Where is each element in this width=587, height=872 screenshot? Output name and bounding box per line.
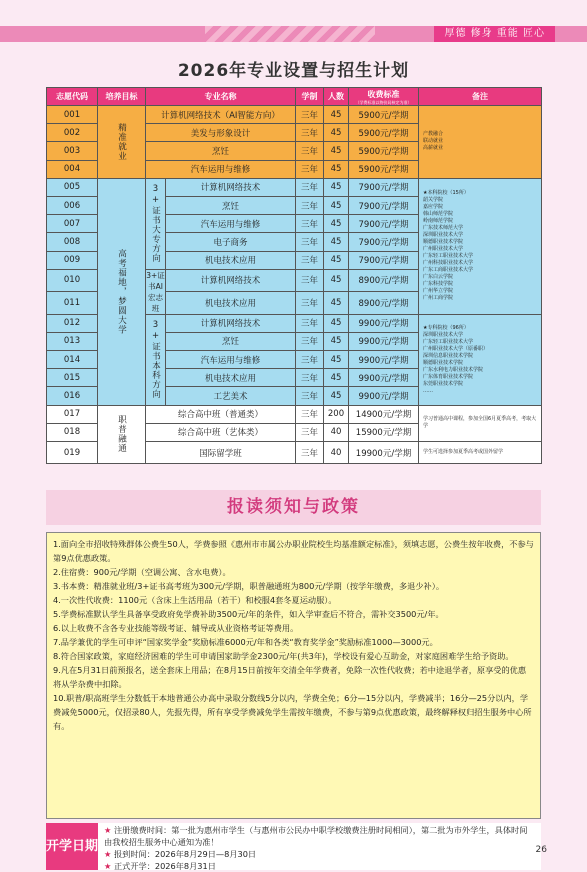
sub-direction-ai: 3+证书AI宏志班 (146, 270, 165, 313)
header-goal: 培养目标 (98, 88, 146, 106)
row-fee: 8900元/学期 (349, 292, 419, 315)
header-note: 备注 (419, 88, 542, 106)
policy-item: 6.以上收费不含各专业技能等级考证、辅导或从业资格考证等费用。 (53, 623, 299, 633)
row-fee: 9900元/学期 (349, 369, 419, 387)
row-fee: 9900元/学期 (349, 387, 419, 405)
star-icon: ★ (104, 825, 114, 835)
row-major: 电子商务 (166, 233, 296, 251)
row-count: 40 (324, 442, 349, 464)
row-fee: 9900元/学期 (349, 332, 419, 350)
school-dates (46, 823, 541, 870)
row-fee: 5900元/学期 (349, 160, 419, 178)
goal-college: 高考福地，梦圆大学 (98, 178, 146, 405)
row-count: 45 (324, 387, 349, 405)
row-major: 综合高中班（普通类） (146, 405, 296, 423)
row-years: 三年 (296, 142, 324, 160)
row-count: 45 (324, 160, 349, 178)
row-major: 工艺美术 (166, 387, 296, 405)
row-years: 三年 (296, 160, 324, 178)
row-code: 011 (47, 292, 98, 315)
banner-stripe (205, 26, 375, 42)
row-count: 45 (324, 314, 349, 332)
row-years: 三年 (296, 251, 324, 269)
row-years: 三年 (296, 369, 324, 387)
policy-item: 1.面向全市招收特殊群体公费生50人，学费参照《惠州市市属公办职业院校生均基准额定标准》，须填志愿，公费生按年收费，不参与第9点优惠政策。 (53, 539, 534, 563)
row-years: 三年 (296, 106, 324, 124)
table-row (47, 178, 542, 196)
row-fee: 15900元/学期 (349, 423, 419, 441)
row-code: 015 (47, 369, 98, 387)
row-major: 烹饪 (166, 332, 296, 350)
star-icon: ★ (104, 861, 114, 871)
row-count: 200 (324, 405, 349, 423)
policy-item: 4.一次性代收费：1100元（含床上生活用品（若干）和校服4套冬夏运动服）。 (53, 595, 337, 605)
goal-general: 职普融通 (98, 405, 146, 464)
row-years: 三年 (296, 215, 324, 233)
row-code: 007 (47, 215, 98, 233)
row-major: 计算机网络技术 (166, 269, 296, 292)
row-code: 018 (47, 423, 98, 441)
row-major: 美发与形象设计 (146, 124, 296, 142)
table-row (47, 106, 542, 124)
row-count: 45 (324, 215, 349, 233)
row-code: 003 (47, 142, 98, 160)
row-count: 45 (324, 332, 349, 350)
note-bachelor-schools: ★本科院校（15所） 韶关学院 嘉应学院 韩山师范学院 岭南师范学院 广东技术师范大学 深圳职业技术大学 顺德职业技术学院 广州职业技术大学 广东轻工职业技术大学 广州科技职业技术大学 广东工商职业技术大学 广东白云学院 广东科技学院 广州华立学院 广州工商学院 (419, 178, 542, 314)
policy-item: 7.品学兼优的学生可申评“国家奖学金”奖励标准6000元/年和各类“教育奖学金”奖励标准1000—3000元。 (53, 637, 438, 647)
table-header-row (47, 88, 542, 106)
row-code: 004 (47, 160, 98, 178)
header-years: 学制 (296, 88, 324, 106)
row-fee: 7900元/学期 (349, 196, 419, 214)
school-motto: 厚德 修身 重能 匠心 (434, 26, 555, 42)
note-college-schools: ★专科院校（96所） 深圳职业技术大学 广东轻工职业技术大学 广州职业技术大学（原番职） 深圳信息职业技术学院 顺德职业技术学院 广东水利电力职业技术学院 广东体育职业技术学院 东莞职业技术学院 …… (419, 314, 542, 405)
row-fee: 7900元/学期 (349, 178, 419, 196)
row-fee: 7900元/学期 (349, 215, 419, 233)
policy-item: 5.学费标准默认学生具备享受政府免学费补助3500元/年的条件，如入学审查后不符合，需补交3500元/年。 (53, 609, 444, 619)
row-years: 三年 (296, 124, 324, 142)
row-major: 计算机网络技术 (166, 178, 296, 196)
policy-box (46, 532, 541, 819)
row-count: 45 (324, 292, 349, 315)
row-years: 三年 (296, 332, 324, 350)
row-count: 45 (324, 233, 349, 251)
note-abroad: 学生可选择参加夏季高考或国外留学 (419, 442, 542, 464)
row-code: 010 (47, 269, 98, 292)
row-major: 计算机网络技术 (166, 314, 296, 332)
header-count: 人数 (324, 88, 349, 106)
page-title: 2026年专业设置与招生计划 (177, 61, 410, 81)
row-fee: 5900元/学期 (349, 106, 419, 124)
enrollment-table (46, 87, 542, 464)
row-years: 三年 (296, 314, 324, 332)
row-years: 三年 (296, 269, 324, 292)
row-major: 汽车运用与维修 (166, 351, 296, 369)
row-code: 006 (47, 196, 98, 214)
row-count: 40 (324, 423, 349, 441)
row-major: 机电技术应用 (166, 292, 296, 315)
row-count: 45 (324, 351, 349, 369)
row-code: 014 (47, 351, 98, 369)
goal-precise: 精准就业 (98, 106, 146, 179)
row-code: 017 (47, 405, 98, 423)
row-code: 005 (47, 178, 98, 196)
row-count: 45 (324, 369, 349, 387)
row-count: 45 (324, 251, 349, 269)
row-major: 机电技术应用 (166, 369, 296, 387)
sub-direction-bachelor: 3+证书本科方向 (146, 314, 166, 405)
row-years: 三年 (296, 405, 324, 423)
policy-item: 8.符合国家政策，家庭经济困难的学生可申请国家助学金2300元/年(共3年)，学校设有爱心互助金，对家庭困难学生给予资助。 (53, 651, 514, 661)
header-major: 专业名称 (146, 88, 296, 106)
note-precise: 产教融合 联动就业 高薪就业 (419, 106, 542, 179)
row-fee: 7900元/学期 (349, 233, 419, 251)
row-count: 45 (324, 124, 349, 142)
school-dates-tag: 开学日期 (46, 823, 98, 870)
row-major: 汽车运用与维修 (146, 160, 296, 178)
row-major: 国际留学班 (146, 442, 296, 464)
header-code: 志愿代码 (47, 88, 98, 106)
row-code: 001 (47, 106, 98, 124)
row-years: 三年 (296, 292, 324, 315)
row-major: 机电技术应用 (166, 251, 296, 269)
row-years: 三年 (296, 423, 324, 441)
school-date-line: ★ 报到时间：2026年8月29日—8月30日 (104, 849, 257, 859)
page-number: 26 (535, 845, 547, 855)
row-fee: 5900元/学期 (349, 124, 419, 142)
policy-item: 9.凡在5月31日前预报名，送全套床上用品；在8月15日前按年交清全年学费者，免除一次性代收费；若中途退学者，原享受的优惠将从学杂费中扣除。 (53, 665, 527, 689)
row-fee: 7900元/学期 (349, 251, 419, 269)
row-code: 008 (47, 233, 98, 251)
row-major: 汽车运用与维修 (166, 215, 296, 233)
policy-item: 10.职普/职高班学生分数低于本地普通公办高中录取分数线5分以内，学费全免；6分—15分以内，学费减半；16分—25分以内，学费减免5000元，仅招录80人，先报先得，所有享受学费减免学生需按年缴费，不参与第9点优惠政策，最终解释权归招生服务中心所有。 (53, 693, 532, 731)
row-code: 013 (47, 332, 98, 350)
row-major: 计算机网络技术（AI智能方向） (146, 106, 296, 124)
sub-direction-college: 3+证书大专方向 (146, 178, 166, 269)
row-years: 三年 (296, 178, 324, 196)
policy-item: 3.书本费：精准就业班/3+证书高考班为300元/学期，职普融通班为800元/学期（按学年缴费，多退少补）。 (53, 581, 445, 591)
row-code: 019 (47, 442, 98, 464)
row-fee: 8900元/学期 (349, 269, 419, 292)
row-major: 综合高中班（艺体类） (146, 423, 296, 441)
school-dates-body (98, 823, 541, 870)
row-years: 三年 (296, 196, 324, 214)
row-major: 烹饪 (146, 142, 296, 160)
row-years: 三年 (296, 351, 324, 369)
row-count: 45 (324, 178, 349, 196)
row-count: 45 (324, 106, 349, 124)
top-banner (0, 26, 587, 42)
row-code: 016 (47, 387, 98, 405)
policy-title: 报读须知与政策 (46, 490, 541, 525)
row-fee: 9900元/学期 (349, 314, 419, 332)
row-code: 002 (47, 124, 98, 142)
row-fee: 5900元/学期 (349, 142, 419, 160)
table-row (47, 405, 542, 423)
star-icon: ★ (104, 849, 114, 859)
school-date-line: ★ 正式开学：2026年8月31日 (104, 861, 216, 871)
row-major: 烹饪 (166, 196, 296, 214)
row-code: 009 (47, 251, 98, 269)
row-years: 三年 (296, 233, 324, 251)
row-years: 三年 (296, 442, 324, 464)
policy-item: 2.住宿费：900元/学期（空调公寓、含水电费）。 (53, 567, 231, 577)
note-general: 学习普通高中课程，参加全国6月夏季高考，考取大学 (419, 405, 542, 441)
row-count: 45 (324, 142, 349, 160)
row-count: 45 (324, 196, 349, 214)
school-date-line: ★ 注册缴费时间：第一批为惠州市学生（与惠州市公民办中职学校缴费注册时间相同），第二批为市外学生，具体时间由我校招生服务中心通知为准！ (104, 825, 528, 847)
row-fee: 9900元/学期 (349, 351, 419, 369)
row-years: 三年 (296, 387, 324, 405)
row-fee: 14900元/学期 (349, 405, 419, 423)
row-fee: 19900元/学期 (349, 442, 419, 464)
row-code: 012 (47, 314, 98, 332)
row-count: 45 (324, 269, 349, 292)
header-fee: 收费标准 （学费标准以物价局核定为准） (349, 88, 419, 106)
